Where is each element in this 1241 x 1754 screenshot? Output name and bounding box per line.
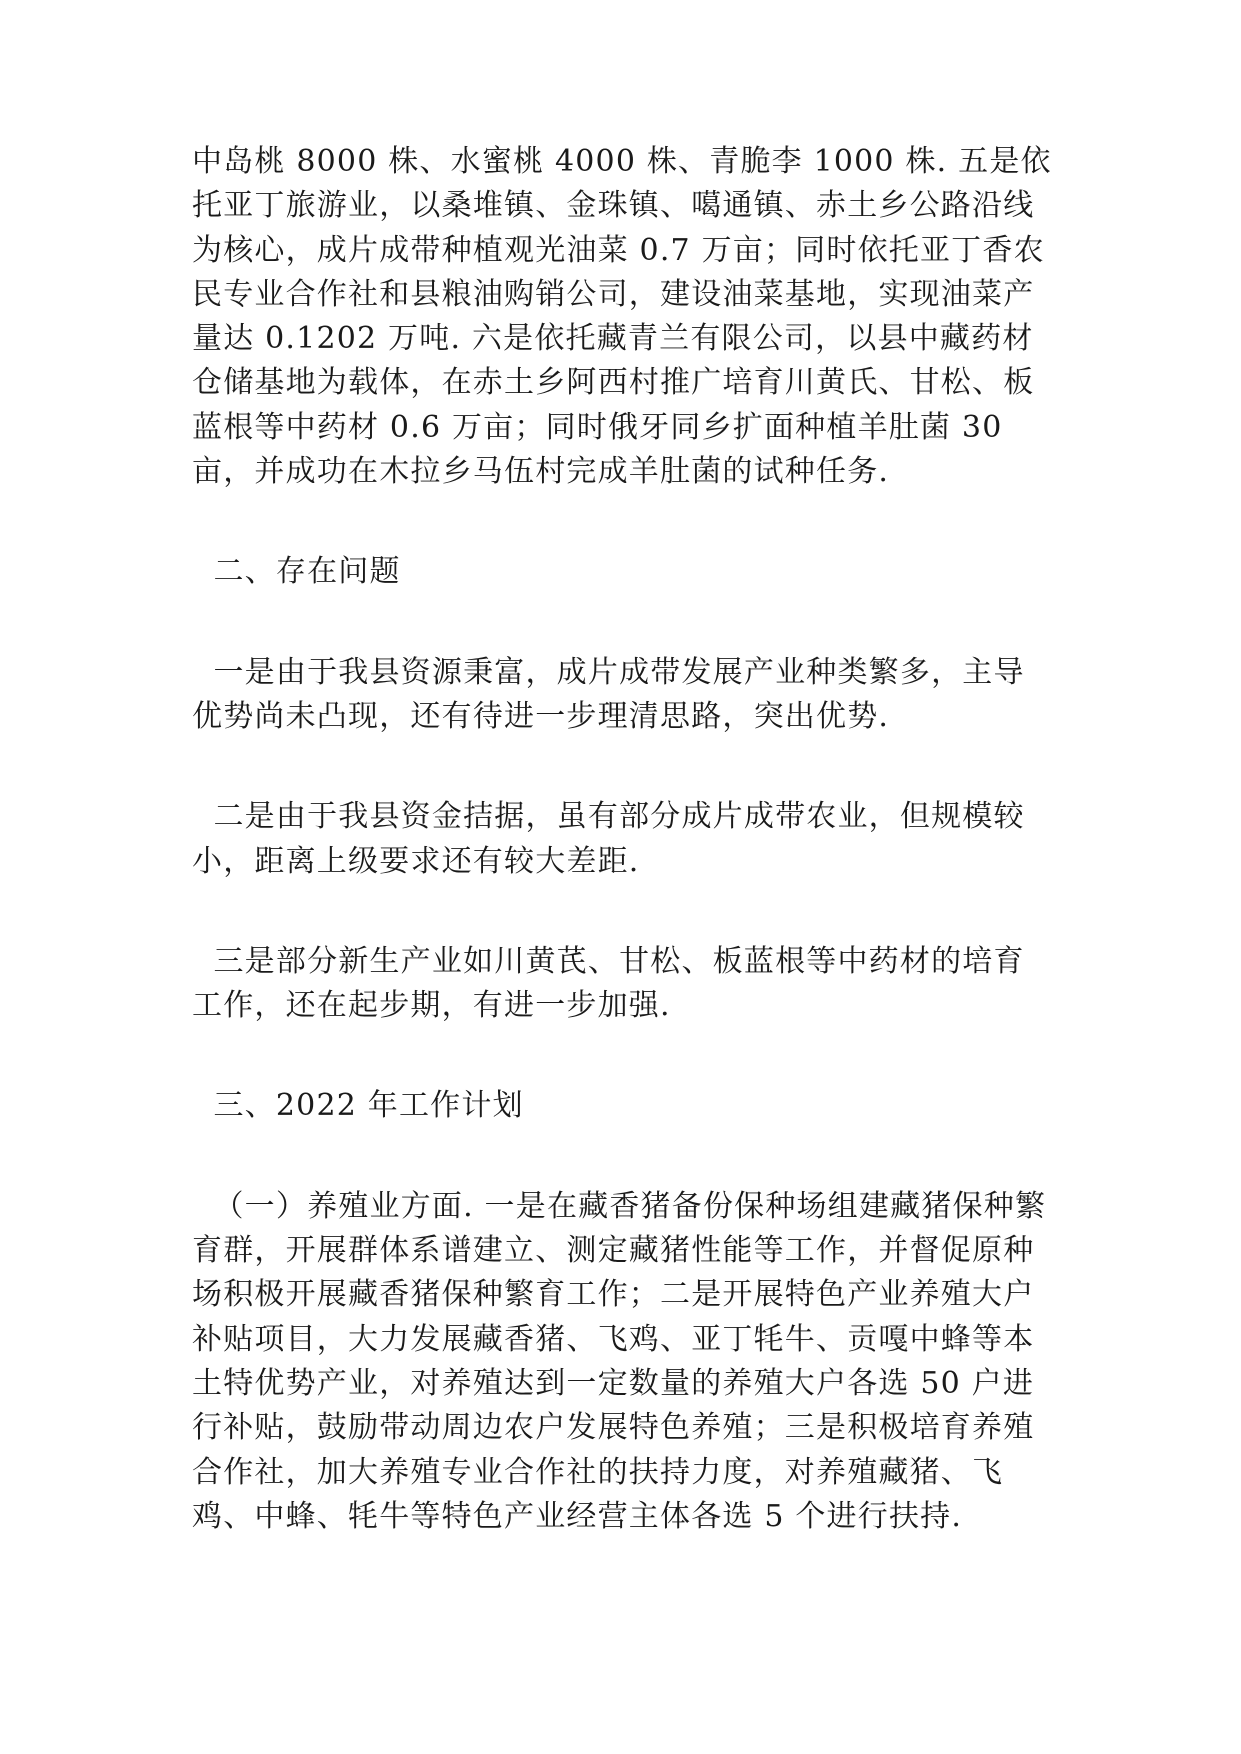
paragraph-problem-2: 二是由于我县资金拮据，虽有部分成片成带农业，但规模较小，距离上级要求还有较大差距. xyxy=(192,799,1025,879)
paragraph-problem-3: 三是部分新生产业如川黄芪、甘松、板蓝根等中药材的培育工作，还在起步期，有进一步加强. xyxy=(192,943,1025,1024)
paragraph-problem-1: 一是由于我县资源秉富，成片成带发展产业种类繁多，主导优势尚未凸现，还有待进一步理清思路，突出优势. xyxy=(192,654,1025,734)
paragraph-crop-plantings: 中岛桃 8000 株、水蜜桃 4000 株、青脆李 1000 株. 五是依托亚丁旅游业，以桑堆镇、金珠镇、噶通镇、赤土乡公路沿线为核心，成片成带种植观光油菜 0.7 万亩；同时依托亚丁香农民专业合作社和县粮油购销公司，建设油菜基地，实现油菜产量达 0.1202 万吨. 六是依托藏青兰有限公司，以县中藏药材仓储基地为载体，在赤土乡阿西村推广培育川黄氏、甘松、板蓝根等中药材 0.6 万亩；同时俄牙同乡扩面种植羊肚菌 30 亩，并成功在木拉乡马伍村完成羊肚菌的试种任务. xyxy=(192,144,1052,490)
section-heading-problems: 二、存在问题 xyxy=(192,554,401,590)
section-heading-plan: 三、2022 年工作计划 xyxy=(192,1088,524,1124)
document-body xyxy=(192,140,1052,1539)
paragraph-livestock-plan: （一）养殖业方面. 一是在藏香猪备份保种场组建藏猪保种繁育群，开展群体系谱建立、测定藏猪性能等工作，并督促原种场积极开展藏香猪保种繁育工作；二是开展特色产业养殖大户补贴项目，大力发展藏香猪、飞鸡、亚丁牦牛、贡嘎中蜂等本土特优势产业，对养殖达到一定数量的养殖大户各选 50 户进行补贴，鼓励带动周边农户发展特色养殖；三是积极培育养殖合作社，加大养殖专业合作社的扶持力度，对养殖藏猪、飞鸡、中蜂、牦牛等特色产业经营主体各选 5 个进行扶持. xyxy=(192,1188,1047,1534)
